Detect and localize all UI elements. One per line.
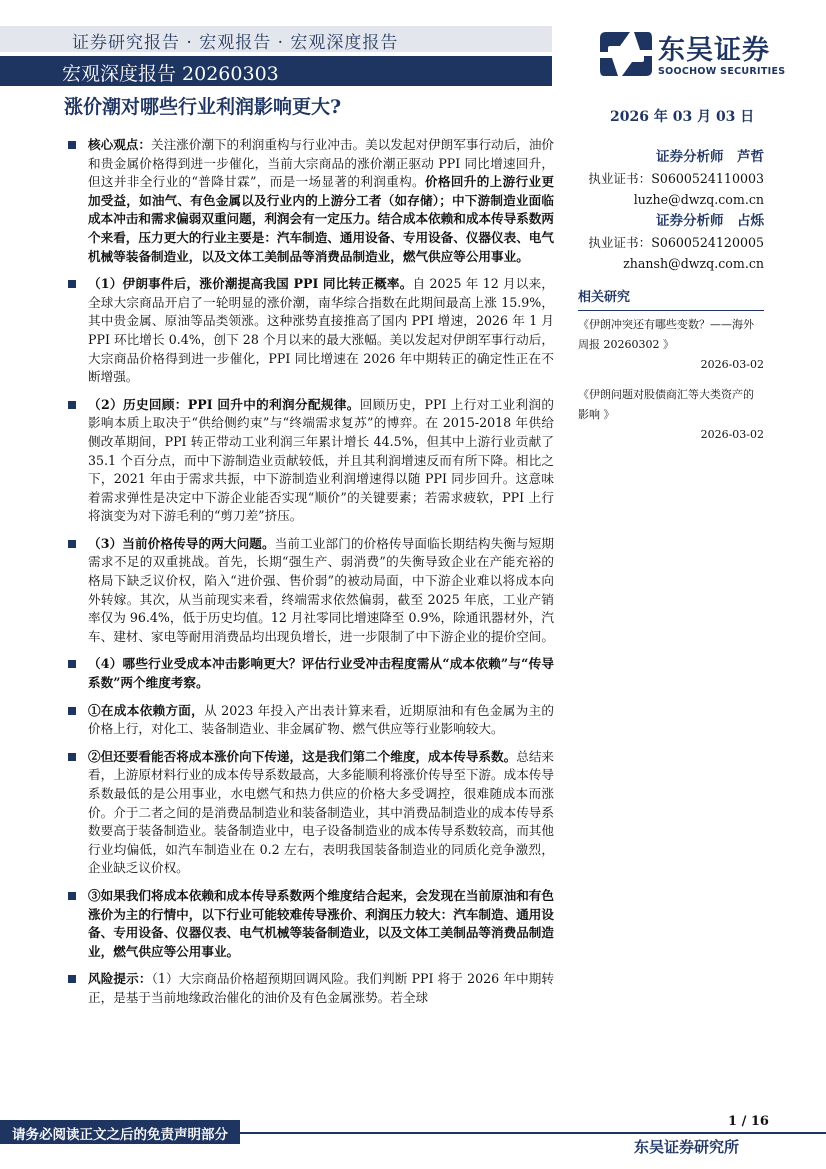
para-core-view <box>68 136 554 266</box>
para-4 <box>68 655 554 692</box>
para-6 <box>68 748 554 878</box>
para-bold-tail: 价格回升的上游行业更加受益，如油气、有色金属以及行业内的上游分工者（如存储）；中下游制造业面临成本冲击和需求偏弱双重问题，利润会有一定压力。结合成本依赖和成本传导系数两个来看，压力更大的行业主要是：汽车制造、通用设备、专用设备、仪器仪表、电气机械等装备制造业，以及文体工美制品等消费品制造业，燃气供应等公用事业。 <box>88 174 554 264</box>
para-1 <box>68 275 554 387</box>
analyst-email[interactable]: luzhe@dwzq.com.cn <box>633 192 764 207</box>
para-lead: 风险提示： <box>88 971 152 987</box>
breadcrumb-bar <box>0 26 552 52</box>
square-bullet-icon <box>68 540 76 548</box>
para-lead: （2）历史回顾：PPI 回升中的利润分配规律。 <box>88 396 360 412</box>
disclaimer-text: 请务必阅读正文之后的免责声明部分 <box>12 1127 228 1143</box>
related-item-date: 2026-03-02 <box>700 428 764 441</box>
institute-name: 东吴证券研究所 <box>634 1138 740 1156</box>
square-bullet-icon <box>68 753 76 761</box>
para-lead: ①在成本依赖方面， <box>88 702 205 718</box>
square-bullet-icon <box>68 280 76 288</box>
analyst-cert: 执业证书：S0600524120005 <box>588 235 764 250</box>
related-item-date: 2026-03-02 <box>700 358 764 371</box>
report-type-bar <box>0 56 552 86</box>
related-research-title: 相关研究 <box>578 290 631 305</box>
square-bullet-icon <box>68 401 76 409</box>
para-lead: （3）当前价格传导的两大问题。 <box>88 535 275 551</box>
report-date: 2026 年 03 月 03 日 <box>610 109 755 125</box>
para-3 <box>68 535 554 647</box>
analyst-name: 证券分析师 占烁 <box>656 213 764 229</box>
para-body: 总结来看，上游原材料行业的成本传导系数最高，大多能顺利将涨价传导至下游。成本传导系数最低的是公用事业，水电燃气和热力供应的价格大多受调控，很难随成本而涨价。介于二者之间的是消费品制造业和装备制造业，其中消费品制造业的成本传导系数要高于装备制造业。装备制造业中，电子设备制造业的成本传导系数较高，而其他行业均偏低，如汽车制造业在 0.2 左右，表明我国装备制造业的同质化竞争激烈，企业缺乏议价权。 <box>88 748 555 876</box>
related-item[interactable]: 《伊朗问题对股债商汇等大类资产的影响 》 <box>578 388 754 421</box>
para-lead: ②但还要看能否将成本涨价向下传递，这是我们第二个维度，成本传导系数。 <box>88 748 517 764</box>
square-bullet-icon <box>68 892 76 900</box>
analyst-name: 证券分析师 芦哲 <box>656 149 764 165</box>
para-body: 关注涨价潮下的利润重构与行业冲击。美以发起对伊朗军事行动后，油价和贵金属价格得到进一步催化，当前大宗商品的涨价潮正驱动 PPI 同比增速回升，但这并非全行业的“普降甘霖”，而是一场显著的利润重构。 <box>88 137 555 190</box>
para-risk <box>68 970 554 1007</box>
report-type: 宏观深度报告 20260303 <box>62 63 279 85</box>
para-body: 当前工业部门的价格传导面临长期结构失衡与短期需求不足的双重挑战。首先，长期“强生产、弱消费”的失衡导致企业在产能充裕的格局下缺乏议价权，陷入“进价强、售价弱”的被动局面，中下游企业难以将成本向外转嫁。其次，从当前现实来看，终端需求依然偏弱，截至 2025 年底，工业产销率仅为 96.4%，低于历史均值。12 月社零同比增速降至 0.9%，除通讯器材外，汽车、建材、家电等耐用消费品均出现负增长，进一步限制了中下游企业的提价空间。 <box>88 535 555 644</box>
square-bullet-icon <box>68 141 76 149</box>
related-item[interactable]: 《伊朗冲突还有哪些变数？——海外周报 20260302 》 <box>578 318 754 351</box>
para-body: 回顾历史，PPI 上行对工业利润的影响本质上取决于“供给侧约束”与“终端需求复苏”的博弈。在 2015-2018 年供给侧改革期间，PPI 转正带动工业利润三年累计增长 44.5%，但其中上游行业贡献了 35.1 个百分点，而中下游制造业贡献较低，并且其利润增速反而有所下降。相比之下，2021 年由于需求共振，中下游制造业利润增速得以随 PPI 同步回升。这意味着需求弹性是决定中下游企业能否实现“顺价”的关键要素；若需求疲软，PPI 上行将演变为对下游毛利的“剪刀差”挤压。 <box>88 396 554 524</box>
square-bullet-icon <box>68 975 76 983</box>
disclaimer-bar <box>0 1120 240 1144</box>
page-number: 1 / 16 <box>728 1114 769 1129</box>
logo-text-cn: 东吴证券 <box>658 35 770 66</box>
main-content <box>68 136 554 1017</box>
analyst-email[interactable]: zhansh@dwzq.com.cn <box>623 256 764 271</box>
logo-text-en: SOOCHOW SECURITIES <box>658 66 786 77</box>
para-lead: （1）伊朗事件后，涨价潮提高我国 PPI 同比转正概率。 <box>88 276 413 292</box>
square-bullet-icon <box>68 707 76 715</box>
para-7 <box>68 887 554 961</box>
analyst-cert: 执业证书：S0600524110003 <box>588 171 764 186</box>
para-2 <box>68 396 554 526</box>
para-body: 自 2025 年 12 月以来，全球大宗商品开启了一轮明显的涨价潮，南华综合指数在此期间最高上涨 15.9%，其中贵金属、原油等品类领涨。这种涨势直接推高了国内 PPI 增速，2026 年 1 月 PPI 环比增长 0.4%，创下 28 个月以来的最大涨幅。美以发起对伊朗军事行动后，大宗商品价格得到进一步催化，PPI 同比增速在 2026 年中期转正的确定性正在不断增强。 <box>88 276 554 385</box>
para-body: 从 2023 年投入产出表计算来看，近期原油和有色金属为主的价格上行，对化工、装备制造业、非金属矿物、燃气供应等行业影响较大。 <box>88 702 555 737</box>
para-lead: ③如果我们将成本依赖和成本传导系数两个维度结合起来，会发现在当前原油和有色涨价为主的行情中，以下行业可能较难传导涨价、利润压力较大：汽车制造、通用设备、专用设备、仪器仪表、电气机械等装备制造业，以及文体工美制品等消费品制造业，燃气供应等公用事业。 <box>88 887 554 959</box>
sidebar <box>578 146 764 455</box>
divider <box>578 310 764 311</box>
breadcrumb: 证券研究报告 · 宏观报告 · 宏观深度报告 <box>72 33 399 53</box>
page-title: 涨价潮对哪些行业利润影响更大? <box>64 96 342 118</box>
soochow-logo-icon <box>596 28 656 80</box>
para-5 <box>68 702 554 739</box>
para-lead: 核心观点： <box>88 137 151 152</box>
para-lead: （4）哪些行业受成本冲击影响更大？评估行业受冲击程度需从“成本依赖”与“传导系数”两个维度考察。 <box>88 656 554 691</box>
square-bullet-icon <box>68 660 76 668</box>
para-body: （1）大宗商品价格超预期回调风险。我们判断 PPI 将于 2026 年中期转正，是基于当前地缘政治催化的油价及有色金属涨势。若全球 <box>88 971 555 1005</box>
